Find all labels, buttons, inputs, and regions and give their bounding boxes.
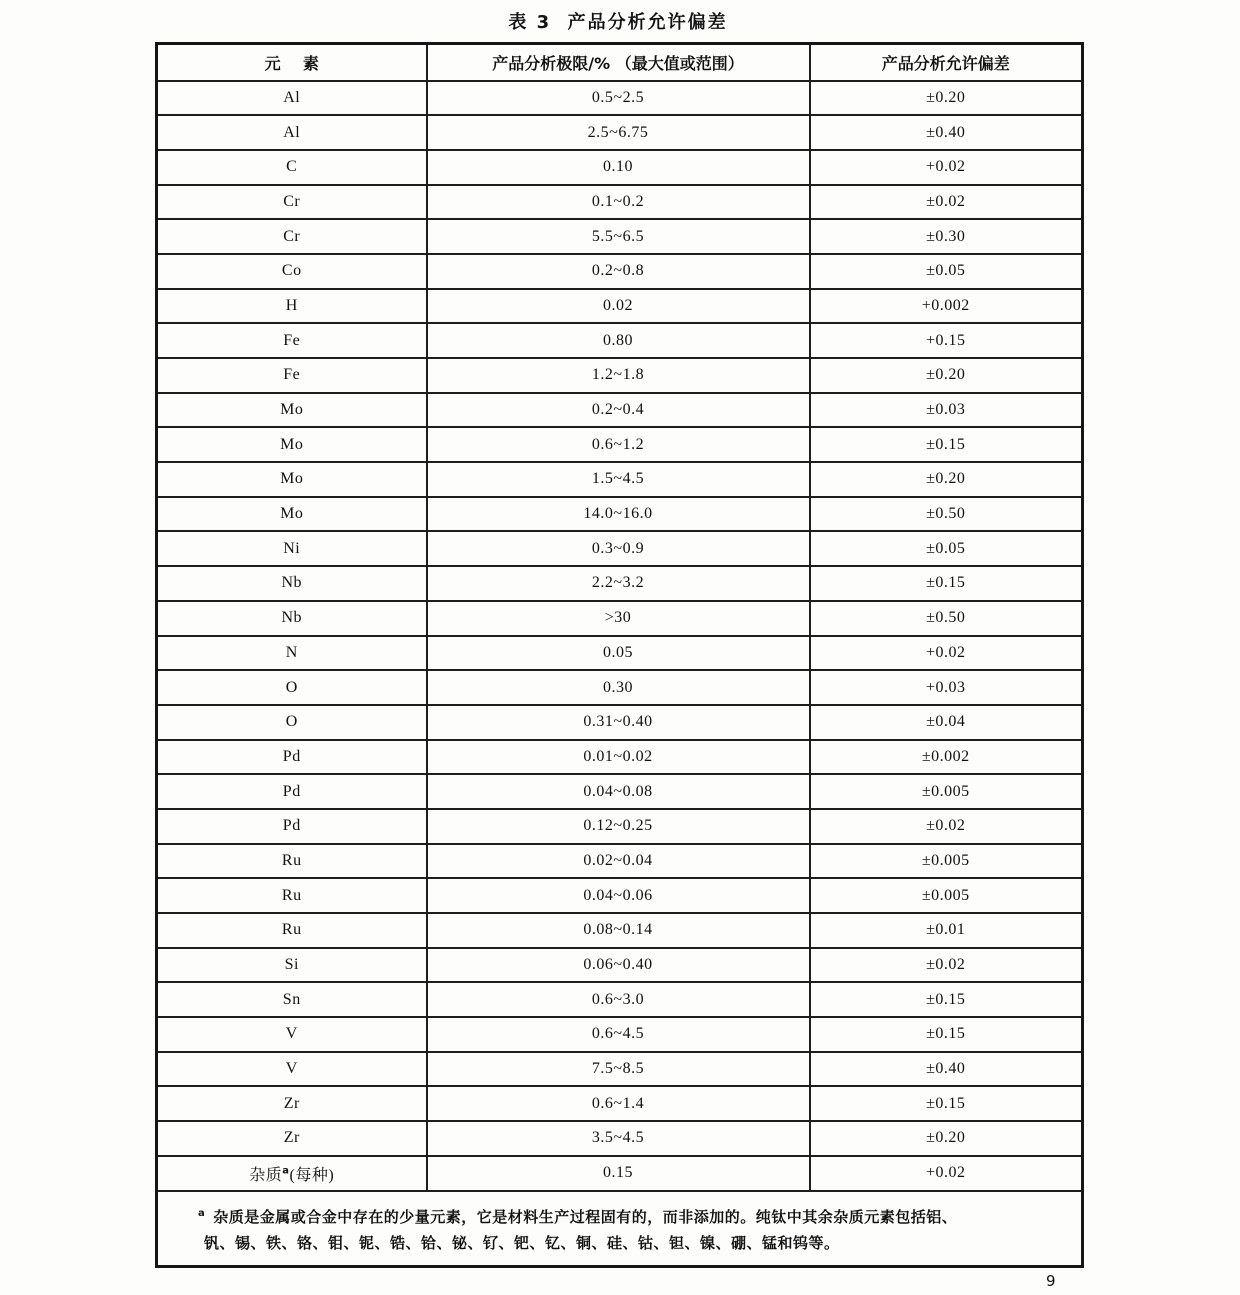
deviation-cell: ±0.05 — [810, 254, 1083, 289]
limit-cell: 0.6~1.2 — [427, 427, 810, 462]
element-cell: Zr — [157, 1086, 427, 1121]
limit-cell: 0.6~1.4 — [427, 1086, 810, 1121]
element-cell: Ru — [157, 913, 427, 948]
table-row — [157, 115, 1083, 150]
deviation-cell: ±0.15 — [810, 427, 1083, 462]
element-cell: Nb — [157, 601, 427, 636]
limit-cell: 2.2~3.2 — [427, 566, 810, 601]
header-row — [157, 44, 1083, 81]
limit-cell: 0.3~0.9 — [427, 531, 810, 566]
table-row — [157, 809, 1083, 844]
limit-cell: 0.80 — [427, 323, 810, 358]
table-title: 表 3 产品分析允许偏差 — [508, 12, 728, 33]
element-cell: H — [157, 289, 427, 324]
deviation-cell: ±0.15 — [810, 982, 1083, 1017]
table-row — [157, 982, 1083, 1017]
limit-cell: 0.05 — [427, 636, 810, 671]
table-row — [157, 878, 1083, 913]
analysis-deviation-table-container — [155, 42, 1081, 1268]
deviation-cell: ±0.20 — [810, 358, 1083, 393]
table-header — [157, 44, 1083, 81]
table-row — [157, 1121, 1083, 1156]
footnote-row — [157, 1191, 1083, 1267]
deviation-cell: +0.002 — [810, 289, 1083, 324]
element-cell: Fe — [157, 323, 427, 358]
table-row — [157, 844, 1083, 879]
element-cell: C — [157, 150, 427, 185]
limit-cell: 0.6~4.5 — [427, 1017, 810, 1052]
limit-cell: 0.08~0.14 — [427, 913, 810, 948]
deviation-cell: ±0.04 — [810, 705, 1083, 740]
table-row — [157, 150, 1083, 185]
deviation-cell: ±0.002 — [810, 740, 1083, 775]
element-cell: Mo — [157, 497, 427, 532]
footnote-line1: 杂质是金属或合金中存在的少量元素，它是材料生产过程固有的，而非添加的。纯钛中其余杂质元素包括铝、 — [213, 1207, 958, 1226]
limit-cell: 0.04~0.06 — [427, 878, 810, 913]
table-row — [157, 393, 1083, 428]
limit-cell: 0.02 — [427, 289, 810, 324]
element-cell: Fe — [157, 358, 427, 393]
limit-cell: 14.0~16.0 — [427, 497, 810, 532]
limit-cell: 5.5~6.5 — [427, 219, 810, 254]
table-row — [157, 497, 1083, 532]
element-cell: Ru — [157, 878, 427, 913]
element-cell: Cr — [157, 185, 427, 220]
limit-cell: 0.1~0.2 — [427, 185, 810, 220]
table-row — [157, 1086, 1083, 1121]
element-cell: Ni — [157, 531, 427, 566]
deviation-cell: ±0.15 — [810, 1086, 1083, 1121]
header-element: 元 素 — [157, 44, 427, 81]
element-cell: Al — [157, 81, 427, 116]
deviation-cell: +0.15 — [810, 323, 1083, 358]
table-footer — [157, 1191, 1083, 1267]
deviation-cell: ±0.20 — [810, 81, 1083, 116]
header-deviation: 产品分析允许偏差 — [810, 44, 1083, 81]
table-row — [157, 358, 1083, 393]
table-row — [157, 601, 1083, 636]
deviation-cell: +0.03 — [810, 670, 1083, 705]
table-row — [157, 948, 1083, 983]
page-number: 9 — [1046, 1272, 1056, 1290]
limit-cell: 0.12~0.25 — [427, 809, 810, 844]
limit-cell: 2.5~6.75 — [427, 115, 810, 150]
table-row — [157, 427, 1083, 462]
deviation-cell: ±0.05 — [810, 531, 1083, 566]
footnote-marker: a — [198, 1207, 206, 1219]
limit-cell: 0.5~2.5 — [427, 81, 810, 116]
element-cell: O — [157, 705, 427, 740]
limit-cell: 0.31~0.40 — [427, 705, 810, 740]
deviation-cell: ±0.02 — [810, 948, 1083, 983]
deviation-cell: +0.02 — [810, 636, 1083, 671]
element-cell: Co — [157, 254, 427, 289]
element-cell: O — [157, 670, 427, 705]
deviation-cell: ±0.50 — [810, 497, 1083, 532]
table-row — [157, 81, 1083, 116]
analysis-deviation-table — [155, 42, 1084, 1268]
element-cell: Mo — [157, 427, 427, 462]
table-row — [157, 323, 1083, 358]
deviation-cell: +0.02 — [810, 150, 1083, 185]
limit-cell: 3.5~4.5 — [427, 1121, 810, 1156]
deviation-cell: ±0.15 — [810, 566, 1083, 601]
deviation-cell: ±0.30 — [810, 219, 1083, 254]
limit-cell: 0.04~0.08 — [427, 774, 810, 809]
footnote-text — [158, 1201, 1063, 1256]
deviation-cell: ±0.20 — [810, 462, 1083, 497]
table-row — [157, 1156, 1083, 1191]
element-cell: Mo — [157, 462, 427, 497]
element-cell: V — [157, 1017, 427, 1052]
limit-cell: 0.6~3.0 — [427, 982, 810, 1017]
deviation-cell: +0.02 — [810, 1156, 1083, 1191]
table-row — [157, 774, 1083, 809]
deviation-cell: ±0.01 — [810, 913, 1083, 948]
deviation-cell: ±0.02 — [810, 809, 1083, 844]
limit-cell: >30 — [427, 601, 810, 636]
footnote-cell — [157, 1191, 1083, 1267]
limit-cell: 1.2~1.8 — [427, 358, 810, 393]
deviation-cell: ±0.15 — [810, 1017, 1083, 1052]
deviation-cell: ±0.20 — [810, 1121, 1083, 1156]
table-row — [157, 219, 1083, 254]
element-cell: Pd — [157, 740, 427, 775]
element-cell: Pd — [157, 774, 427, 809]
deviation-cell: ±0.005 — [810, 878, 1083, 913]
element-cell: Zr — [157, 1121, 427, 1156]
deviation-cell: ±0.03 — [810, 393, 1083, 428]
table-row — [157, 185, 1083, 220]
footnote-line2: 钒、锡、铁、铬、钼、铌、锆、铪、铋、钌、钯、钇、铜、硅、钴、钽、镍、硼、锰和钨等。 — [204, 1233, 840, 1252]
limit-cell: 7.5~8.5 — [427, 1052, 810, 1087]
limit-cell: 0.30 — [427, 670, 810, 705]
table-row — [157, 289, 1083, 324]
limit-cell: 0.10 — [427, 150, 810, 185]
table-row — [157, 670, 1083, 705]
table-row — [157, 1052, 1083, 1087]
element-cell: Cr — [157, 219, 427, 254]
element-cell: Si — [157, 948, 427, 983]
element-cell: 杂质$^a$(每种) — [157, 1156, 427, 1191]
limit-cell: 0.2~0.8 — [427, 254, 810, 289]
table-row — [157, 740, 1083, 775]
table-body — [157, 81, 1083, 1191]
header-limit: 产品分析极限/% （最大值或范围） — [427, 44, 810, 81]
table-row — [157, 254, 1083, 289]
element-cell: Ru — [157, 844, 427, 879]
element-cell: N — [157, 636, 427, 671]
table-row — [157, 1017, 1083, 1052]
limit-cell: 0.01~0.02 — [427, 740, 810, 775]
table-row — [157, 462, 1083, 497]
table-row — [157, 705, 1083, 740]
table-row — [157, 636, 1083, 671]
element-cell: Al — [157, 115, 427, 150]
element-cell: Nb — [157, 566, 427, 601]
element-cell: Pd — [157, 809, 427, 844]
limit-cell: 1.5~4.5 — [427, 462, 810, 497]
deviation-cell: ±0.40 — [810, 115, 1083, 150]
deviation-cell: ±0.005 — [810, 774, 1083, 809]
table-row — [157, 913, 1083, 948]
deviation-cell: ±0.005 — [810, 844, 1083, 879]
deviation-cell: ±0.40 — [810, 1052, 1083, 1087]
limit-cell: 0.2~0.4 — [427, 393, 810, 428]
limit-cell: 0.02~0.04 — [427, 844, 810, 879]
limit-cell: 0.06~0.40 — [427, 948, 810, 983]
limit-cell: 0.15 — [427, 1156, 810, 1191]
element-cell: Sn — [157, 982, 427, 1017]
table-row — [157, 531, 1083, 566]
table-row — [157, 566, 1083, 601]
element-cell: V — [157, 1052, 427, 1087]
element-cell: Mo — [157, 393, 427, 428]
deviation-cell: ±0.50 — [810, 601, 1083, 636]
deviation-cell: ±0.02 — [810, 185, 1083, 220]
